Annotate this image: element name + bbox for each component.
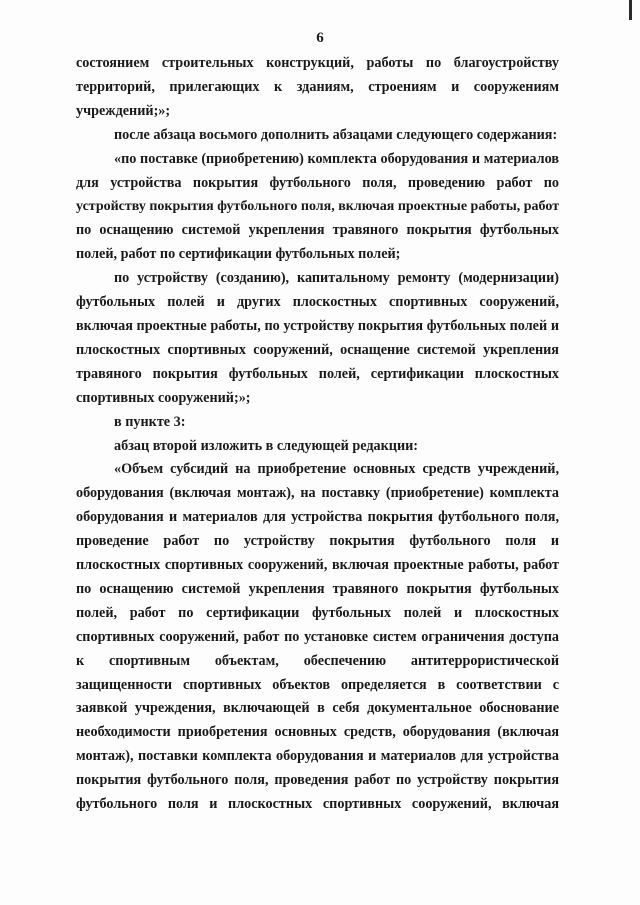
scan-edge-mark xyxy=(629,0,632,20)
text-line: травяного покрытия футбольных полей, сертификации плоскостных xyxy=(76,365,559,382)
text-line: по оснащению системой укрепления травяного покрытия футбольных xyxy=(76,580,559,597)
text-line: полей, работ по сертификации футбольных полей; xyxy=(76,246,401,263)
text-line: «по поставке (приобретению) комплекта оборудования и материалов xyxy=(114,150,559,167)
text-line: футбольного поля и плоскостных спортивных сооружений, включая xyxy=(76,796,559,813)
text-line: покрытия футбольного поля, проведения работ по устройству покрытия xyxy=(76,772,559,789)
text-line: к спортивным объектам, обеспечению антитеррористической xyxy=(76,652,559,669)
text-line: по оснащению системой укрепления травяного покрытия футбольных xyxy=(76,222,559,239)
text-line: состоянием строительных конструкций, работы по благоустройству xyxy=(76,55,559,71)
text-line: плоскостных спортивных сооружений, включая проектные работы, работ xyxy=(76,557,559,574)
text-line: устройству покрытия футбольного поля, включая проектные работы, работ xyxy=(76,199,560,215)
text-line: монтаж), поставки комплекта оборудования и материалов для устройства xyxy=(76,748,559,765)
text-line: полей, работ по сертификации футбольных полей и плоскостных xyxy=(76,604,559,621)
text-line: включая проектные работы, по устройству покрытия футбольных полей и xyxy=(76,317,559,334)
text-line: учреждений;»; xyxy=(76,102,171,119)
text-line: после абзаца восьмого дополнить абзацами следующего содержания: xyxy=(114,126,558,143)
text-line: территорий, прилегающих к зданиям, строениям и сооружениям xyxy=(76,78,559,95)
document-body xyxy=(76,52,559,817)
text-line: «Объем субсидий на приобретение основных средств учреждений, xyxy=(114,461,559,478)
text-line: плоскостных спортивных сооружений, оснащение системой укрепления xyxy=(76,341,559,358)
text-line: необходимости приобретения основных средств, оборудования (включая xyxy=(76,724,559,741)
text-line: спортивных сооружений;»; xyxy=(76,389,251,406)
text-line: по устройству (созданию), капитальному ремонту (модернизации) xyxy=(114,270,559,287)
text-line: оборудования (включая монтаж), на поставку (приобретение) комплекта xyxy=(76,485,559,502)
page-number: 6 xyxy=(316,30,324,46)
text-line: проведение работ по устройству покрытия футбольного поля и xyxy=(76,533,559,550)
text-line: для устройства покрытия футбольного поля, проведению работ по xyxy=(76,174,559,191)
text-line: футбольных полей и других плоскостных спортивных сооружений, xyxy=(76,294,559,311)
text-line: защищенности спортивных объектов определяется в соответствии с xyxy=(76,676,559,693)
text-line: заявкой учреждения, включающей в себя документальное обоснование xyxy=(76,700,559,717)
text-line: спортивных сооружений, работ по установке систем ограничения доступа xyxy=(76,628,559,645)
text-line: в пункте 3: xyxy=(114,413,186,430)
text-line: абзац второй изложить в следующей редакции: xyxy=(114,437,419,454)
text-line: оборудования и материалов для устройства покрытия футбольного поля, xyxy=(76,509,559,526)
